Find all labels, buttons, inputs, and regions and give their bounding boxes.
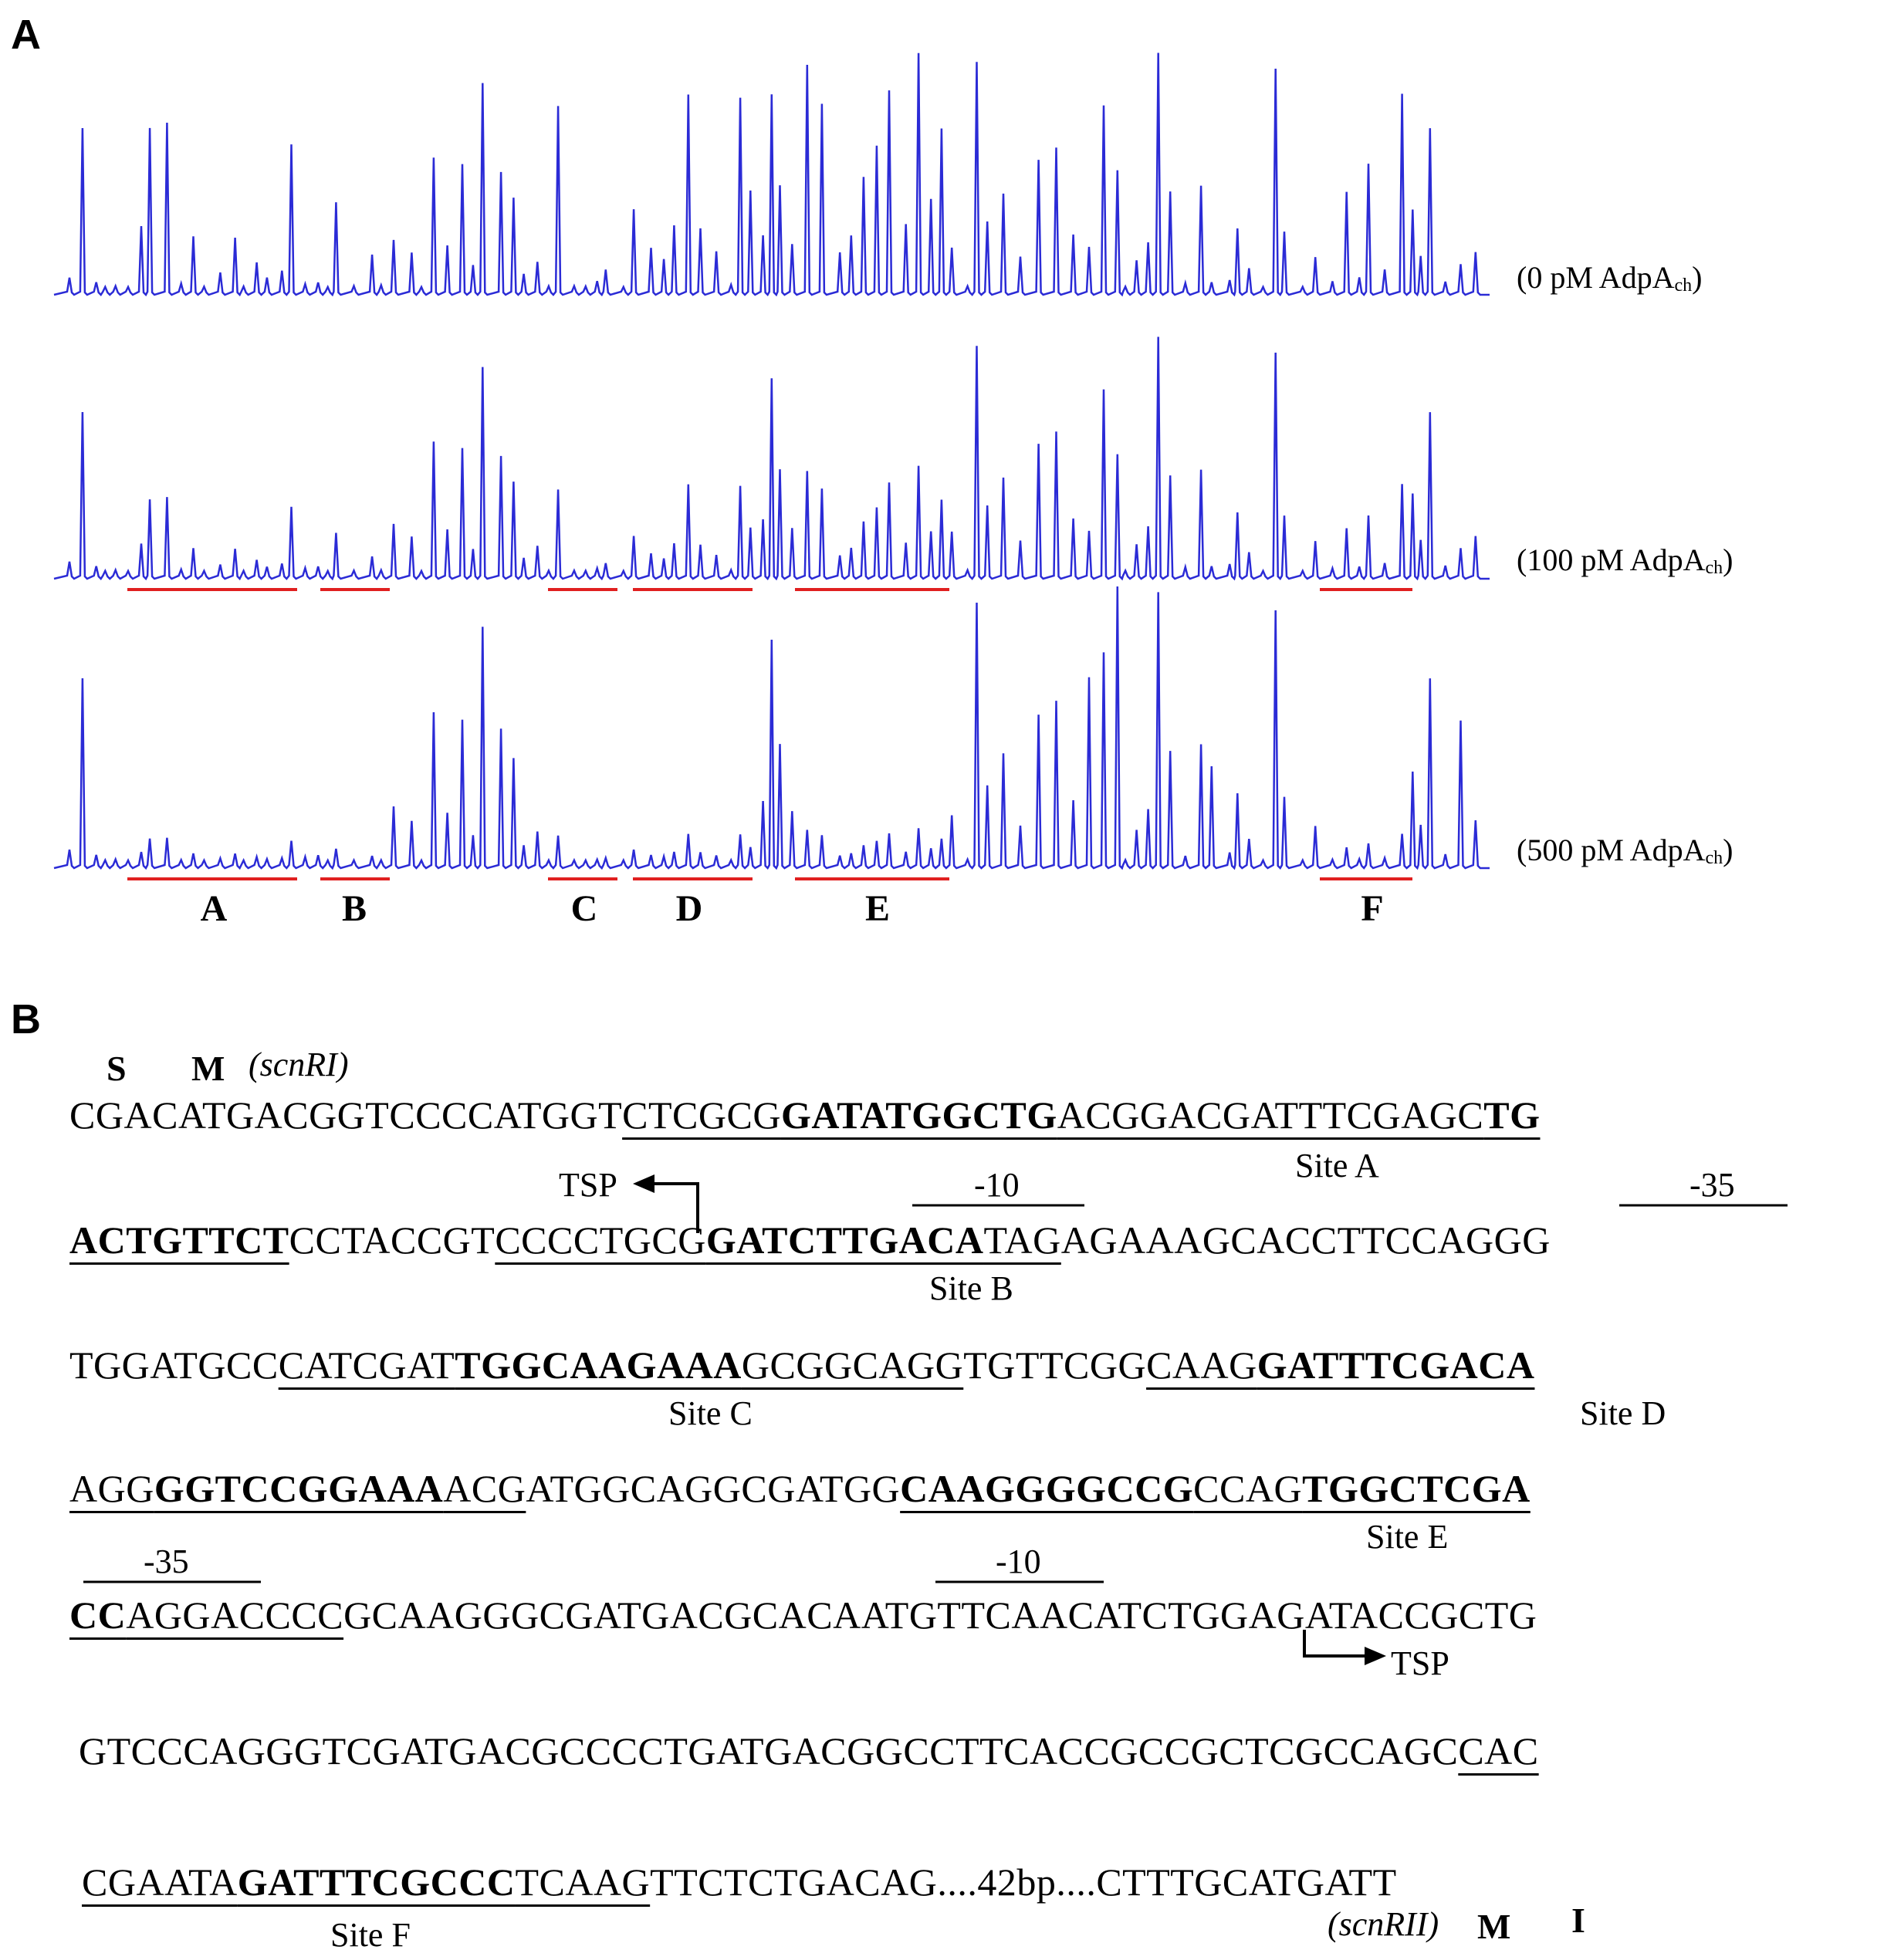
tsp-bottom-arrow [1304,1630,1386,1665]
tsp-top-label: TSP [559,1166,617,1204]
trace-label-500pm: (500 pM AdpA$_{ch}$) [1517,833,1733,868]
trace-label-0pm: (0 pM AdpA$_{ch}$) [1517,260,1703,296]
marker-m: M [191,1049,225,1088]
sequence-line-5: CCAGGACCCCGCAAGGGCGATGACGCACAATGTTCAACATCTGGAGATACCGCTG [69,1593,1537,1637]
panel-a-label: A [11,12,41,58]
site-f-label: Site F [330,1916,411,1954]
region-label-f: F [1361,888,1384,929]
sequence-line-3: TGGATGCCCATCGATTGGCAAGAAAGCGGCAGGTGTTCGGCAAGGATTTCGACA [69,1343,1535,1387]
site-c-label: Site C [668,1394,753,1432]
tsp-bottom-label: TSP [1391,1644,1449,1682]
minus10-top-label: -10 [974,1166,1020,1204]
sequence-line-1: CGACATGACGGTCCCCATGGTCTCGCGGATATGGCTGACGGACGATTTCGAGCTG [69,1093,1541,1137]
site-a-label: Site A [1295,1147,1379,1184]
minus35-bottom-label: -35 [144,1543,189,1580]
marker-s: S [107,1049,127,1088]
sequence-line-7: CGAATAGATTTCGCCCTCAAGTTCTCTGACAG....42bp....CTTTGCATGATT [82,1860,1397,1904]
region-label-d: D [675,888,703,929]
sequence-line-4: AGGGGTCCGGAAAACGATGGCAGGCGATGGCAAGGGGCCGCCAGTGGCTCGA [69,1467,1531,1510]
site-d-label: Site D [1580,1394,1666,1432]
gene-scnrii-label: (scnRII) [1328,1905,1439,1943]
sequence-line-6: GTCCCAGGGTCGATGACGCCCCTGATGACGGCCTTCACCGCCGCTCGCCAGCCAC [79,1729,1539,1772]
region-label-c: C [570,888,598,929]
sequence-line-2: ACTGTTCTCCTACCGTCCCCTGCGGATCTTGACATAGAGAAAGCACCTTCCAGGG [69,1218,1551,1262]
minus10-bottom-label: -10 [996,1543,1041,1580]
gene-scnri-label: (scnRI) [249,1046,349,1083]
site-b-label: Site B [929,1269,1013,1307]
trace-label-100pm: (100 pM AdpA$_{ch}$) [1517,542,1733,578]
panel-b-label: B [11,996,41,1043]
minus35-top-label: -35 [1690,1166,1735,1204]
region-label-e: E [864,888,891,929]
end-marker-i: I [1571,1901,1585,1940]
tsp-top-arrow [633,1174,698,1233]
region-label-b: B [341,888,367,929]
region-label-a: A [200,888,228,929]
end-marker-m: M [1477,1907,1511,1946]
site-e-label: Site E [1366,1518,1449,1556]
